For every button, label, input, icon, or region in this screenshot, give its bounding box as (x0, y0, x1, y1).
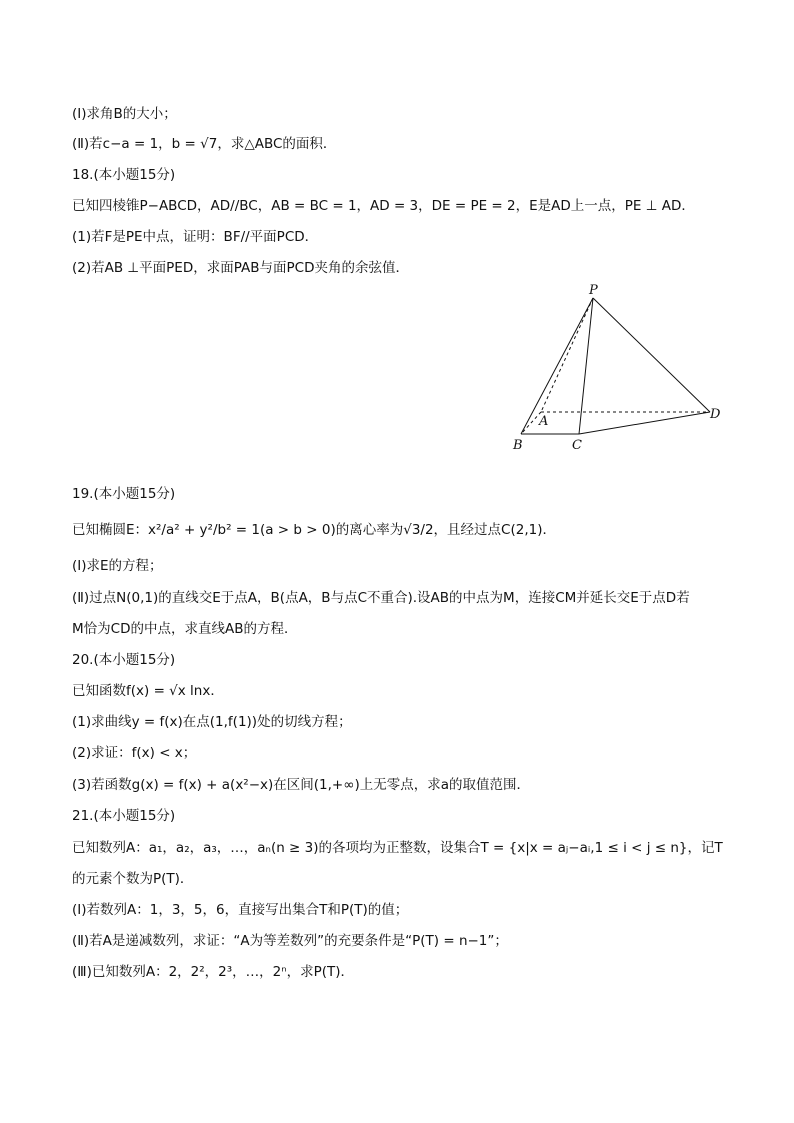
text-line-13: 已知函数f(x) = √x lnx． (72, 683, 224, 699)
text-line-22: (Ⅲ)已知数列A：2，2²，2³，…，2ⁿ，求P(T)． (72, 964, 355, 980)
text-line-11: M恰为CD的中点，求直线AB的方程． (72, 621, 298, 637)
label-c: C (572, 438, 582, 453)
text-line-16: (3)若函数g(x) = f(x) + a(x²−x)在区间(1,+∞)上无零点，求a的取值范围． (72, 777, 531, 793)
text-line-19: 的元素个数为P(T)． (72, 871, 194, 887)
label-a: A (539, 414, 549, 429)
text-line-20: (Ⅰ)若数列A：1，3，5，6，直接写出集合T和P(T)的值； (72, 902, 409, 918)
text-line-8: 已知椭圆E：x²/a² + y²/b² = 1(a > b > 0)的离心率为√3/2，且经过点C(2,1)． (72, 522, 556, 538)
text-line-14: (1)求曲线y = f(x)在点(1,f(1))处的切线方程； (72, 714, 352, 730)
text-line-6: (2)若AB ⊥平面PED，求面PAB与面PCD夹角的余弦值． (72, 260, 409, 276)
text-line-18: 已知数列A：a₁，a₂，a₃，…，aₙ(n ≥ 3)的各项均为正整数，设集合T = {x|x = aⱼ−aᵢ,1 ≤ i < j ≤ n}，记T (72, 840, 723, 856)
text-line-9: (Ⅰ)求E的方程； (72, 558, 163, 574)
text-line-12: 20.(本小题15分) (72, 652, 176, 668)
text-line-10: (Ⅱ)过点N(0,1)的直线交E于点A，B(点A，B与点C不重合).设AB的中点为M，连接CM并延长交E于点D若 (72, 590, 690, 606)
text-line-21: (Ⅱ)若A是递减数列，求证：“A为等差数列”的充要条件是“P(T) = n−1”； (72, 933, 508, 949)
label-p: P (589, 283, 598, 298)
text-line-3: 18.(本小题15分) (72, 167, 176, 183)
edge-pd (593, 298, 710, 412)
pyramid-figure (500, 280, 740, 460)
edge-cd (579, 412, 710, 434)
text-line-5: (1)若F是PE中点，证明：BF//平面PCD． (72, 229, 319, 245)
label-b: B (513, 438, 523, 453)
text-line-2: (Ⅱ)若c−a = 1，b = √7，求△ABC的面积． (72, 136, 337, 152)
text-line-17: 21.(本小题15分) (72, 808, 176, 824)
edge-pb (521, 298, 593, 434)
text-line-15: (2)求证：f(x) < x； (72, 745, 197, 761)
text-line-1: (Ⅰ)求角B的大小； (72, 106, 177, 122)
edge-pc (579, 298, 593, 434)
label-d: D (710, 407, 721, 422)
text-line-7: 19.(本小题15分) (72, 486, 176, 502)
edge-pa (541, 298, 593, 412)
text-line-4: 已知四棱锥P−ABCD，AD//BC，AB = BC = 1，AD = 3，DE = PE = 2，E是AD上一点，PE ⊥ AD． (72, 198, 695, 214)
